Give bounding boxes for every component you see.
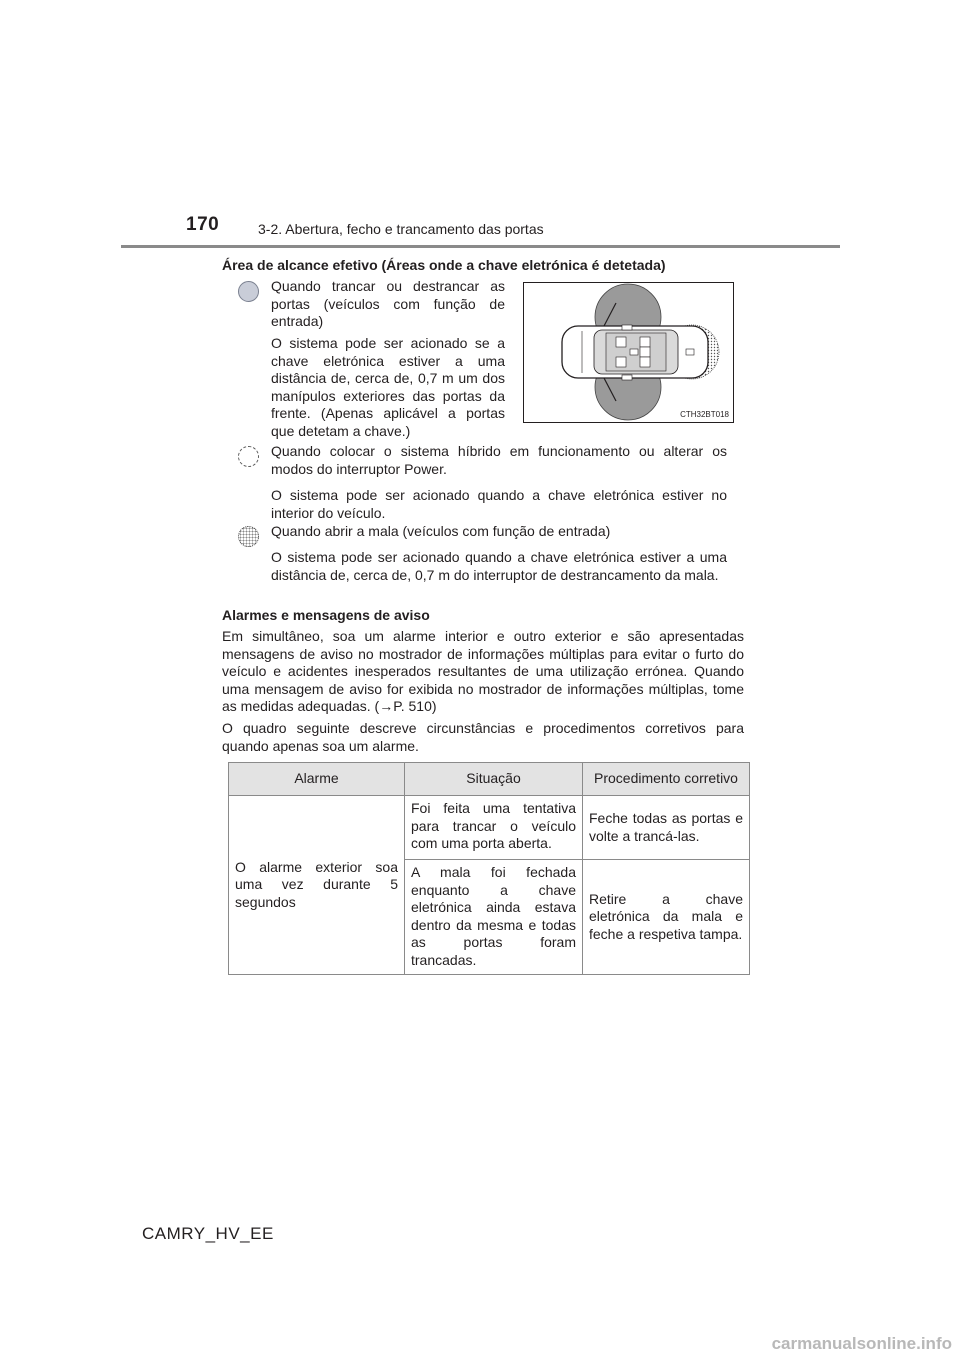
- effective-area-heading: Área de alcance efetivo (Áreas onde a chave eletrónica é detetada): [222, 257, 666, 273]
- page-number: 170: [186, 214, 220, 235]
- section-title: 3-2. Abertura, fecho e trancamento das portas: [258, 221, 544, 237]
- footer-model-code: CAMRY_HV_EE: [142, 1224, 274, 1243]
- item-2-body: O sistema pode ser acionado quando a chave eletrónica estiver no interior do veículo.: [271, 487, 727, 521]
- dashed-circle-icon: [238, 446, 259, 467]
- detection-area-figure: [523, 282, 734, 423]
- item-3-title: Quando abrir a mala (veículos com função de entrada): [271, 523, 611, 539]
- situation-cell: A mala foi fechada enquanto a chave eletrónica ainda estava dentro da mesma e todas as portas foram trancadas.: [405, 860, 583, 975]
- car-top-view-illustration: [524, 283, 733, 422]
- column-header-alarm: Alarme: [229, 763, 405, 796]
- column-header-situation: Situação: [405, 763, 583, 796]
- dotted-circle-icon: [238, 526, 259, 547]
- header-divider: [121, 245, 840, 248]
- procedure-cell: Feche todas as portas e volte a trancá-las.: [583, 796, 750, 860]
- alarm-cell: O alarme exterior soa uma vez durante 5 segundos: [229, 796, 405, 975]
- procedure-cell: Retire a chave eletrónica da mala e feche a respetiva tampa.: [583, 860, 750, 975]
- item-3-body: O sistema pode ser acionado quando a chave eletrónica estiver a uma distância de, cerca de, 0,7 m do interruptor de destrancamento da mala.: [271, 549, 727, 583]
- alarms-heading: Alarmes e mensagens de aviso: [222, 607, 430, 623]
- item-1-body: O sistema pode ser acionado se a chave eletrónica estiver a uma distância de, cerca de, 0,7 m um dos manípulos exteriores das portas da frente. (Apenas aplicável a portas que detetam a chave.): [271, 335, 505, 439]
- figure-code: CTH32BT018: [680, 410, 729, 419]
- situation-cell: Foi feita uma tentativa para trancar o veículo com uma porta aberta.: [405, 796, 583, 860]
- alarm-table: [228, 762, 750, 975]
- item-2-title: Quando colocar o sistema híbrido em funcionamento ou alterar os modos do interruptor Power.: [271, 443, 727, 477]
- watermark: carmanualsonline.info: [771, 1334, 952, 1353]
- column-header-procedure: Procedimento corretivo: [583, 763, 750, 796]
- alarms-paragraph-1: Em simultâneo, soa um alarme interior e outro exterior e são apresentadas mensagens de aviso no mostrador de informações múltiplas para evitar o furto do veículo e acidentes inesperados resultantes de uma utilização errónea. Quando uma mensagem de aviso for exibida no mostrador de informações múltiplas, tome as medidas adequadas. (→P. 510): [222, 628, 744, 714]
- item-1-title: Quando trancar ou destrancar as portas (veículos com função de entrada): [271, 278, 505, 329]
- table-row: [229, 796, 750, 860]
- gray-circle-icon: [238, 281, 259, 302]
- alarms-paragraph-2: O quadro seguinte descreve circunstâncias e procedimentos corretivos para quando apenas soa um alarme.: [222, 720, 744, 754]
